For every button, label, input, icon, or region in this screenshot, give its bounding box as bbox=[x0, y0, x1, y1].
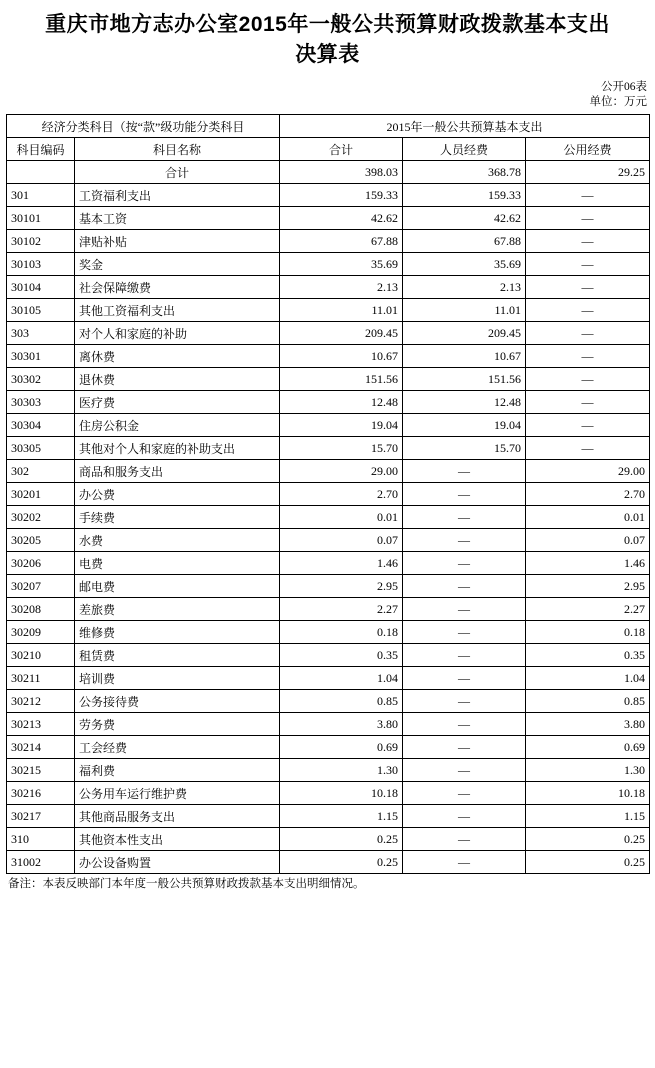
cell-public: — bbox=[526, 368, 650, 391]
cell-total: 35.69 bbox=[280, 253, 403, 276]
cell-personnel: — bbox=[403, 736, 526, 759]
cell-code: 310 bbox=[7, 828, 75, 851]
table-body bbox=[7, 161, 650, 874]
table-row bbox=[7, 483, 650, 506]
cell-personnel: 151.56 bbox=[403, 368, 526, 391]
table-row bbox=[7, 276, 650, 299]
cell-public: — bbox=[526, 299, 650, 322]
header-row-columns bbox=[7, 138, 650, 161]
cell-personnel: — bbox=[403, 506, 526, 529]
cell-personnel: — bbox=[403, 759, 526, 782]
table-row bbox=[7, 322, 650, 345]
cell-code: 30208 bbox=[7, 598, 75, 621]
cell-subject-name: 医疗费 bbox=[75, 391, 280, 414]
cell-subject-name: 基本工资 bbox=[75, 207, 280, 230]
cell-subject-name: 电费 bbox=[75, 552, 280, 575]
cell-subject-name: 合计 bbox=[75, 161, 280, 184]
cell-total: 29.00 bbox=[280, 460, 403, 483]
cell-code: 30303 bbox=[7, 391, 75, 414]
cell-public: 0.07 bbox=[526, 529, 650, 552]
cell-code: 30211 bbox=[7, 667, 75, 690]
cell-personnel: — bbox=[403, 621, 526, 644]
cell-personnel: — bbox=[403, 828, 526, 851]
cell-code: 302 bbox=[7, 460, 75, 483]
table-row bbox=[7, 460, 650, 483]
cell-public: — bbox=[526, 437, 650, 460]
cell-public: 29.25 bbox=[526, 161, 650, 184]
cell-personnel: — bbox=[403, 598, 526, 621]
cell-subject-name: 办公设备购置 bbox=[75, 851, 280, 874]
cell-code: 30217 bbox=[7, 805, 75, 828]
cell-total: 2.95 bbox=[280, 575, 403, 598]
cell-total: 42.62 bbox=[280, 207, 403, 230]
table-header bbox=[7, 115, 650, 161]
header-row-group bbox=[7, 115, 650, 138]
table-row bbox=[7, 598, 650, 621]
cell-total: 1.04 bbox=[280, 667, 403, 690]
cell-subject-name: 离休费 bbox=[75, 345, 280, 368]
table-row bbox=[7, 414, 650, 437]
cell-code: 30209 bbox=[7, 621, 75, 644]
cell-public: 1.15 bbox=[526, 805, 650, 828]
amount-unit: 单位：万元 bbox=[589, 96, 647, 108]
cell-code: 30301 bbox=[7, 345, 75, 368]
cell-code: 30205 bbox=[7, 529, 75, 552]
cell-total: 209.45 bbox=[280, 322, 403, 345]
cell-personnel: — bbox=[403, 690, 526, 713]
cell-public: 0.25 bbox=[526, 828, 650, 851]
cell-public: 0.25 bbox=[526, 851, 650, 874]
cell-total: 67.88 bbox=[280, 230, 403, 253]
cell-subject-name: 对个人和家庭的补助 bbox=[75, 322, 280, 345]
cell-total: 2.70 bbox=[280, 483, 403, 506]
cell-personnel: — bbox=[403, 667, 526, 690]
cell-public: 0.35 bbox=[526, 644, 650, 667]
cell-public: 1.46 bbox=[526, 552, 650, 575]
cell-subject-name: 租赁费 bbox=[75, 644, 280, 667]
column-header-total: 合计 bbox=[280, 138, 403, 161]
column-header-personnel: 人员经费 bbox=[403, 138, 526, 161]
table-row bbox=[7, 253, 650, 276]
table-row bbox=[7, 575, 650, 598]
cell-personnel: 2.13 bbox=[403, 276, 526, 299]
cell-code: 30202 bbox=[7, 506, 75, 529]
table-row bbox=[7, 713, 650, 736]
cell-total: 159.33 bbox=[280, 184, 403, 207]
cell-code: 30102 bbox=[7, 230, 75, 253]
cell-subject-name: 奖金 bbox=[75, 253, 280, 276]
cell-personnel: 159.33 bbox=[403, 184, 526, 207]
cell-total: 10.18 bbox=[280, 782, 403, 805]
cell-total: 0.69 bbox=[280, 736, 403, 759]
table-row bbox=[7, 759, 650, 782]
cell-subject-name: 工资福利支出 bbox=[75, 184, 280, 207]
table-row bbox=[7, 805, 650, 828]
cell-subject-name: 其他资本性支出 bbox=[75, 828, 280, 851]
cell-public: 1.04 bbox=[526, 667, 650, 690]
cell-personnel: — bbox=[403, 529, 526, 552]
cell-personnel: 12.48 bbox=[403, 391, 526, 414]
cell-subject-name: 公务接待费 bbox=[75, 690, 280, 713]
cell-subject-name: 福利费 bbox=[75, 759, 280, 782]
cell-public: — bbox=[526, 345, 650, 368]
cell-personnel: 35.69 bbox=[403, 253, 526, 276]
cell-subject-name: 邮电费 bbox=[75, 575, 280, 598]
cell-personnel: — bbox=[403, 713, 526, 736]
table-row bbox=[7, 368, 650, 391]
cell-subject-name: 培训费 bbox=[75, 667, 280, 690]
cell-total: 0.25 bbox=[280, 851, 403, 874]
cell-code: 301 bbox=[7, 184, 75, 207]
cell-code: 30215 bbox=[7, 759, 75, 782]
cell-subject-name: 社会保障缴费 bbox=[75, 276, 280, 299]
cell-public: — bbox=[526, 276, 650, 299]
cell-public: 0.85 bbox=[526, 690, 650, 713]
cell-personnel: 11.01 bbox=[403, 299, 526, 322]
cell-subject-name: 水费 bbox=[75, 529, 280, 552]
cell-public: — bbox=[526, 253, 650, 276]
table-row bbox=[7, 529, 650, 552]
cell-code: 30104 bbox=[7, 276, 75, 299]
cell-personnel: 15.70 bbox=[403, 437, 526, 460]
cell-subject-name: 其他对个人和家庭的补助支出 bbox=[75, 437, 280, 460]
cell-personnel: 67.88 bbox=[403, 230, 526, 253]
table-row bbox=[7, 345, 650, 368]
cell-code: 30212 bbox=[7, 690, 75, 713]
cell-personnel: 19.04 bbox=[403, 414, 526, 437]
cell-personnel: 10.67 bbox=[403, 345, 526, 368]
table-row bbox=[7, 391, 650, 414]
cell-total: 3.80 bbox=[280, 713, 403, 736]
cell-code: 30302 bbox=[7, 368, 75, 391]
cell-public: 0.69 bbox=[526, 736, 650, 759]
sheet-meta bbox=[0, 78, 655, 110]
cell-total: 0.07 bbox=[280, 529, 403, 552]
column-header-name: 科目名称 bbox=[75, 138, 280, 161]
cell-personnel: — bbox=[403, 552, 526, 575]
table-row bbox=[7, 667, 650, 690]
cell-public: — bbox=[526, 322, 650, 345]
cell-personnel: 368.78 bbox=[403, 161, 526, 184]
cell-code: 30213 bbox=[7, 713, 75, 736]
header-basic-expenditure: 2015年一般公共预算基本支出 bbox=[280, 115, 650, 138]
cell-personnel: — bbox=[403, 644, 526, 667]
cell-total: 0.35 bbox=[280, 644, 403, 667]
cell-code: 30105 bbox=[7, 299, 75, 322]
cell-code: 30103 bbox=[7, 253, 75, 276]
table-row bbox=[7, 736, 650, 759]
column-header-code: 科目编码 bbox=[7, 138, 75, 161]
cell-total: 0.85 bbox=[280, 690, 403, 713]
cell-total: 1.15 bbox=[280, 805, 403, 828]
cell-total: 151.56 bbox=[280, 368, 403, 391]
cell-public: 2.27 bbox=[526, 598, 650, 621]
cell-public: 0.01 bbox=[526, 506, 650, 529]
cell-personnel: — bbox=[403, 851, 526, 874]
cell-code: 30305 bbox=[7, 437, 75, 460]
table-row bbox=[7, 621, 650, 644]
cell-total: 2.27 bbox=[280, 598, 403, 621]
cell-total: 0.18 bbox=[280, 621, 403, 644]
cell-subject-name: 退休费 bbox=[75, 368, 280, 391]
table-row bbox=[7, 644, 650, 667]
cell-total: 15.70 bbox=[280, 437, 403, 460]
cell-total: 398.03 bbox=[280, 161, 403, 184]
cell-code: 30201 bbox=[7, 483, 75, 506]
cell-public: 1.30 bbox=[526, 759, 650, 782]
cell-code: 30216 bbox=[7, 782, 75, 805]
cell-personnel: — bbox=[403, 575, 526, 598]
table-note: 备注：本表反映部门本年度一般公共预算财政拨款基本支出明细情况。 bbox=[8, 878, 365, 890]
cell-subject-name: 办公费 bbox=[75, 483, 280, 506]
cell-code: 30214 bbox=[7, 736, 75, 759]
cell-total: 2.13 bbox=[280, 276, 403, 299]
header-economic-classification: 经济分类科目（按“款”级功能分类科目 bbox=[7, 115, 280, 138]
cell-code: 30210 bbox=[7, 644, 75, 667]
cell-public: 29.00 bbox=[526, 460, 650, 483]
cell-public: — bbox=[526, 391, 650, 414]
cell-code bbox=[7, 161, 75, 184]
cell-subject-name: 手续费 bbox=[75, 506, 280, 529]
cell-public: 0.18 bbox=[526, 621, 650, 644]
cell-subject-name: 其他商品服务支出 bbox=[75, 805, 280, 828]
cell-total: 1.46 bbox=[280, 552, 403, 575]
cell-personnel: 42.62 bbox=[403, 207, 526, 230]
cell-personnel: — bbox=[403, 805, 526, 828]
cell-subject-name: 差旅费 bbox=[75, 598, 280, 621]
table-row bbox=[7, 437, 650, 460]
cell-subject-name: 住房公积金 bbox=[75, 414, 280, 437]
cell-personnel: — bbox=[403, 483, 526, 506]
page-title: 重庆市地方志办公室2015年一般公共预算财政拨款基本支出决算表 bbox=[45, 13, 610, 66]
table-row bbox=[7, 782, 650, 805]
cell-total: 1.30 bbox=[280, 759, 403, 782]
cell-total: 0.01 bbox=[280, 506, 403, 529]
cell-personnel: 209.45 bbox=[403, 322, 526, 345]
cell-subject-name: 其他工资福利支出 bbox=[75, 299, 280, 322]
table-row bbox=[7, 851, 650, 874]
cell-public: 2.70 bbox=[526, 483, 650, 506]
cell-subject-name: 公务用车运行维护费 bbox=[75, 782, 280, 805]
column-header-public: 公用经费 bbox=[526, 138, 650, 161]
table-row bbox=[7, 184, 650, 207]
form-number: 公开06表 bbox=[601, 81, 647, 93]
cell-total: 10.67 bbox=[280, 345, 403, 368]
table-row bbox=[7, 690, 650, 713]
cell-code: 30101 bbox=[7, 207, 75, 230]
table-row bbox=[7, 506, 650, 529]
cell-code: 303 bbox=[7, 322, 75, 345]
cell-subject-name: 商品和服务支出 bbox=[75, 460, 280, 483]
table-row bbox=[7, 161, 650, 184]
cell-total: 11.01 bbox=[280, 299, 403, 322]
cell-subject-name: 津贴补贴 bbox=[75, 230, 280, 253]
cell-code: 30304 bbox=[7, 414, 75, 437]
cell-total: 12.48 bbox=[280, 391, 403, 414]
cell-public: 2.95 bbox=[526, 575, 650, 598]
cell-subject-name: 维修费 bbox=[75, 621, 280, 644]
cell-total: 19.04 bbox=[280, 414, 403, 437]
cell-public: 10.18 bbox=[526, 782, 650, 805]
table-row bbox=[7, 207, 650, 230]
table-row bbox=[7, 230, 650, 253]
cell-public: — bbox=[526, 414, 650, 437]
cell-public: — bbox=[526, 230, 650, 253]
budget-table bbox=[6, 114, 650, 874]
cell-personnel: — bbox=[403, 460, 526, 483]
cell-total: 0.25 bbox=[280, 828, 403, 851]
cell-public: — bbox=[526, 184, 650, 207]
cell-subject-name: 工会经费 bbox=[75, 736, 280, 759]
table-row bbox=[7, 299, 650, 322]
cell-public: — bbox=[526, 207, 650, 230]
cell-code: 30206 bbox=[7, 552, 75, 575]
cell-code: 30207 bbox=[7, 575, 75, 598]
table-row bbox=[7, 828, 650, 851]
table-row bbox=[7, 552, 650, 575]
cell-personnel: — bbox=[403, 782, 526, 805]
cell-public: 3.80 bbox=[526, 713, 650, 736]
cell-code: 31002 bbox=[7, 851, 75, 874]
cell-subject-name: 劳务费 bbox=[75, 713, 280, 736]
